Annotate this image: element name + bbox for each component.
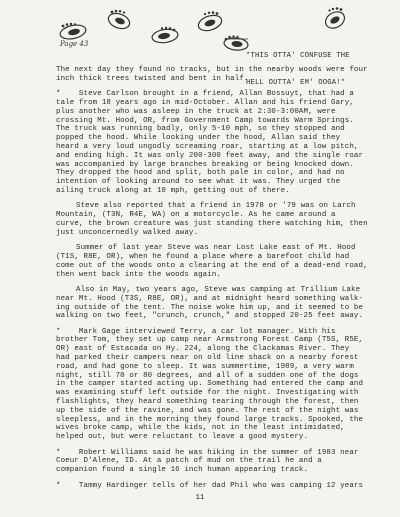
text-line: was accompanied by large branches breaking or being knocked down. (56, 160, 354, 169)
text-line: The next day they found no tracks, but in the nearby woods were four (56, 66, 368, 74)
text-line: Mountain, (T3N, R4E, WA) on a motorcycle. As he came around a (56, 211, 336, 220)
text-line: near Mt. Hood (T3S, R8E, OR), and at midnight heard something walk- (56, 294, 364, 303)
text-line: Summer of last year Steve was near Lost Lake east of Mt. Hood (76, 244, 356, 253)
slogan-line: HELL OUTTA' EM' OOGA!* (246, 79, 346, 87)
text-line: road, and had gone to sleep. It was summertime, 1989, a very warm (56, 362, 354, 371)
text-line: plus another who was asleep in the truck at 2:30-3:00AM, were (56, 107, 336, 116)
text-line: had parked their campers near on old line shack on a nearby forest (56, 354, 359, 363)
text-line: then went back into the woods again. (56, 270, 221, 279)
text-line: * Mark Gage interviewed Terry, a car lot manager. With his (56, 327, 336, 336)
text-line: (T1S, R8E, OR), when he found a place where a barefoot child had (56, 252, 350, 261)
footprint-icon (150, 26, 180, 44)
text-line: The truck was running badly, only 5-10 mph, so they stopped and (56, 125, 345, 134)
text-line: night, still 70 or 80 degrees, and all of a sudden one of the dogs (56, 371, 359, 380)
footprint-icon (322, 6, 348, 30)
text-line: come out of the woods onto a clearing at the end of a dead-end road, (56, 261, 368, 270)
footprint-icon (106, 8, 132, 30)
footprint-icon (196, 10, 224, 32)
text-line: companion found a single 16 inch human appearing track. (56, 466, 309, 475)
text-line: * Steve Carlson brought in a friend, Allan Bossuyt, that had a (56, 90, 354, 99)
text-line: was examining stuff left outside for the night. Investigating with (56, 389, 359, 398)
text-line: walking on two feet, "crunch, crunch," and stopped 20-25 feet away. (56, 312, 364, 321)
paragraph (56, 90, 376, 196)
paragraph (56, 328, 376, 442)
text-line: Coeur D'Alene, ID. At a patch of mud on the trail he and a (56, 457, 322, 466)
text-line: * Robert Williams said he was hiking in the summer of 1983 near (56, 448, 359, 457)
text-line: in the camper started acting up. Something had entered the camp and (56, 380, 364, 389)
paragraph (56, 449, 376, 475)
text-line: just unconcernedly walked away. (56, 228, 199, 237)
text-line: sleepless, and in the morning they found large tracks. Spooked, the (56, 415, 364, 424)
text-line: curve, the brown creature was just standing there watching him, then (56, 219, 368, 228)
text-line: Steve also reported that a friend in 1978 or '79 was on Larch (76, 202, 356, 211)
text-line: and ending high. It was only 200-300 feet away, and the single roar (56, 151, 364, 160)
paragraph (56, 66, 376, 84)
paragraph (56, 202, 376, 237)
text-line: wives broke camp, while the kids, not in the least intimidated, (56, 424, 345, 433)
text-line: crossing Mt. Hood, OR, from Government Camp towards Warm Springs. (56, 116, 354, 125)
text-line: ing outside of the tent. The noise woke him up, and it seemed to be (56, 303, 364, 312)
text-line: popped the hood. While looking under the hood, Allan said they (56, 134, 341, 143)
text-line: intention of looking around to see what it was. They urged the (56, 178, 341, 187)
text-line: inch thick trees twisted and bent in half. (56, 74, 249, 83)
footprint-icon (58, 22, 88, 40)
text-line: They dropped the hood and split, both pale in color, and had no (56, 169, 345, 178)
paragraph (56, 482, 376, 491)
text-line: flashlights, they heard something tearing through the forest, then (56, 398, 359, 407)
text-line: brother Tom, they set up camp near Armstrong Forest Camp (T5S, R5E, (56, 336, 364, 345)
text-line: OR) east of Estacada on Hy. 224, along the Clackamas River. They (56, 345, 350, 354)
text-line: up the side of the ravine, and was gone. The rest of the night was (56, 406, 359, 415)
page-number: 11 (195, 494, 205, 502)
text-line: helped out, but were reluctant to leave a good mystery. (56, 433, 309, 442)
text-line: * Tammy Hardinger tells of her dad Phil who was camping 12 years (56, 481, 364, 490)
text-line: Also in May, two years ago, Steve was camping at Trillium Lake (76, 285, 361, 294)
handwritten-note: Page 43 (60, 40, 89, 48)
article-body (56, 66, 376, 497)
text-line: heard a very loud ungodly screaming roar, starting at a low pitch, (56, 142, 359, 151)
paragraph (56, 244, 376, 279)
paragraph (56, 286, 376, 321)
slogan-line: *THIS OTTA' CONFUSE THE (246, 52, 350, 60)
text-line: tale from 18 years ago in mid-October. Allan and his friend Gary, (56, 98, 354, 107)
text-line: ailing truck along at 10 mph, getting out of there. (56, 186, 290, 195)
